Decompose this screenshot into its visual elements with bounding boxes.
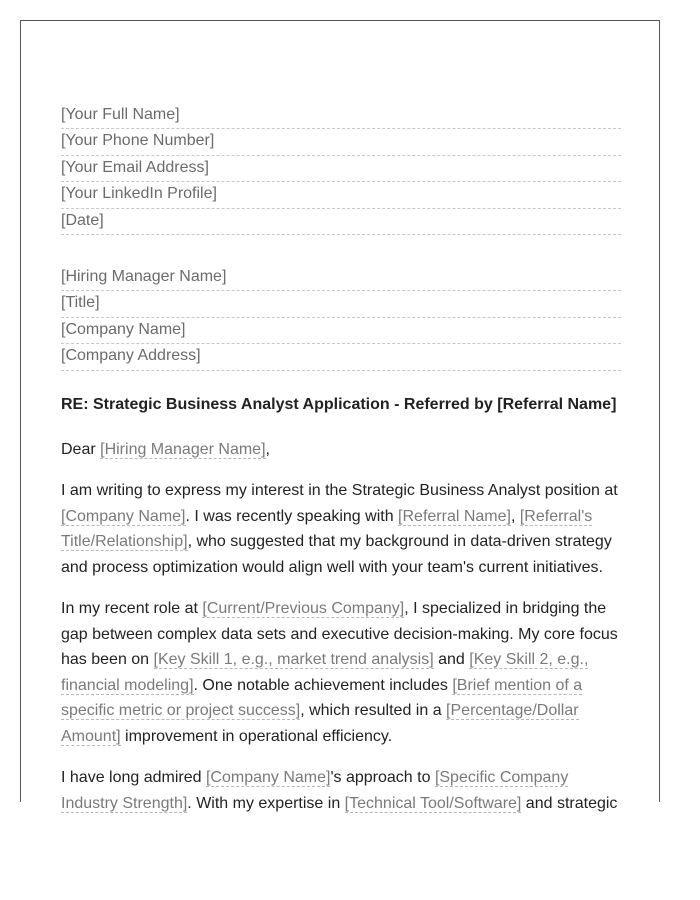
text-segment: . One notable achievement includes — [193, 676, 453, 694]
letter-page — [20, 20, 660, 812]
achievement-placeholder[interactable]: [Brief mention of a specific metric or project success] — [61, 676, 583, 720]
text-segment: I am writing to express my interest in the Strategic Business Analyst position at — [61, 482, 618, 500]
sender-phone-field[interactable]: [Your Phone Number] — [61, 129, 621, 155]
text-segment: . I was recently speaking with — [185, 507, 399, 525]
sender-email-field[interactable]: [Your Email Address] — [61, 156, 621, 182]
recipient-block — [61, 265, 621, 371]
company-name-placeholder[interactable]: [Company Name] — [205, 769, 331, 787]
text-segment: and strategic — [521, 794, 618, 812]
key-skill-2-placeholder[interactable]: [Key Skill 2, e.g., financial modeling] — [61, 651, 589, 694]
text-segment: , which resulted in a — [300, 702, 447, 720]
salutation-prefix: Dear — [61, 440, 101, 458]
sender-full-name-field[interactable]: [Your Full Name] — [61, 103, 621, 129]
date-field[interactable]: [Date] — [61, 209, 621, 235]
paragraph-intro — [61, 478, 621, 580]
company-address-field[interactable]: [Company Address] — [61, 344, 621, 370]
hiring-manager-field[interactable]: [Hiring Manager Name] — [61, 265, 621, 291]
company-name-field[interactable]: [Company Name] — [61, 318, 621, 344]
text-segment: . With my expertise in — [187, 794, 345, 812]
text-segment: , — [510, 507, 520, 525]
salutation-suffix: , — [265, 440, 270, 458]
text-segment: , who suggested that my background in data-driven strategy and process optimization would align well with your team's current initiatives. — [61, 533, 612, 576]
block-spacer — [61, 235, 621, 265]
amount-placeholder[interactable]: [Percentage/Dollar Amount] — [61, 702, 579, 745]
subject-line: RE: Strategic Business Analyst Application - Referred by [Referral Name] — [61, 395, 617, 413]
letter-content — [61, 103, 621, 816]
text-segment: improvement in operational efficiency. — [120, 727, 393, 745]
sender-block — [61, 103, 621, 235]
referral-name-placeholder[interactable]: [Referral Name] — [398, 507, 511, 525]
text-segment: , I specialized in bridging the gap between complex data sets and executive decision-making. My core focus has been on — [61, 600, 618, 669]
technical-tool-placeholder[interactable]: [Technical Tool/Software] — [344, 794, 522, 812]
text-segment: and — [433, 651, 470, 669]
key-skill-1-placeholder[interactable]: [Key Skill 1, e.g., market trend analysis] — [153, 651, 434, 669]
previous-company-placeholder[interactable]: [Current/Previous Company] — [202, 600, 405, 618]
text-segment: 's approach to — [330, 769, 435, 787]
paragraph-company-fit — [61, 765, 621, 816]
company-name-placeholder[interactable]: [Company Name] — [61, 507, 186, 525]
recipient-title-field[interactable]: [Title] — [61, 291, 621, 317]
sender-linkedin-field[interactable]: [Your LinkedIn Profile] — [61, 182, 621, 208]
salutation — [61, 437, 621, 463]
text-segment: In my recent role at — [61, 600, 203, 618]
salutation-name-placeholder[interactable]: [Hiring Manager Name] — [100, 440, 266, 458]
paragraph-experience — [61, 596, 621, 749]
referral-title-placeholder[interactable]: [Referral's Title/Relationship] — [61, 507, 593, 551]
text-segment: I have long admired — [61, 769, 206, 787]
company-strength-placeholder[interactable]: [Specific Company Industry Strength] — [61, 769, 569, 812]
